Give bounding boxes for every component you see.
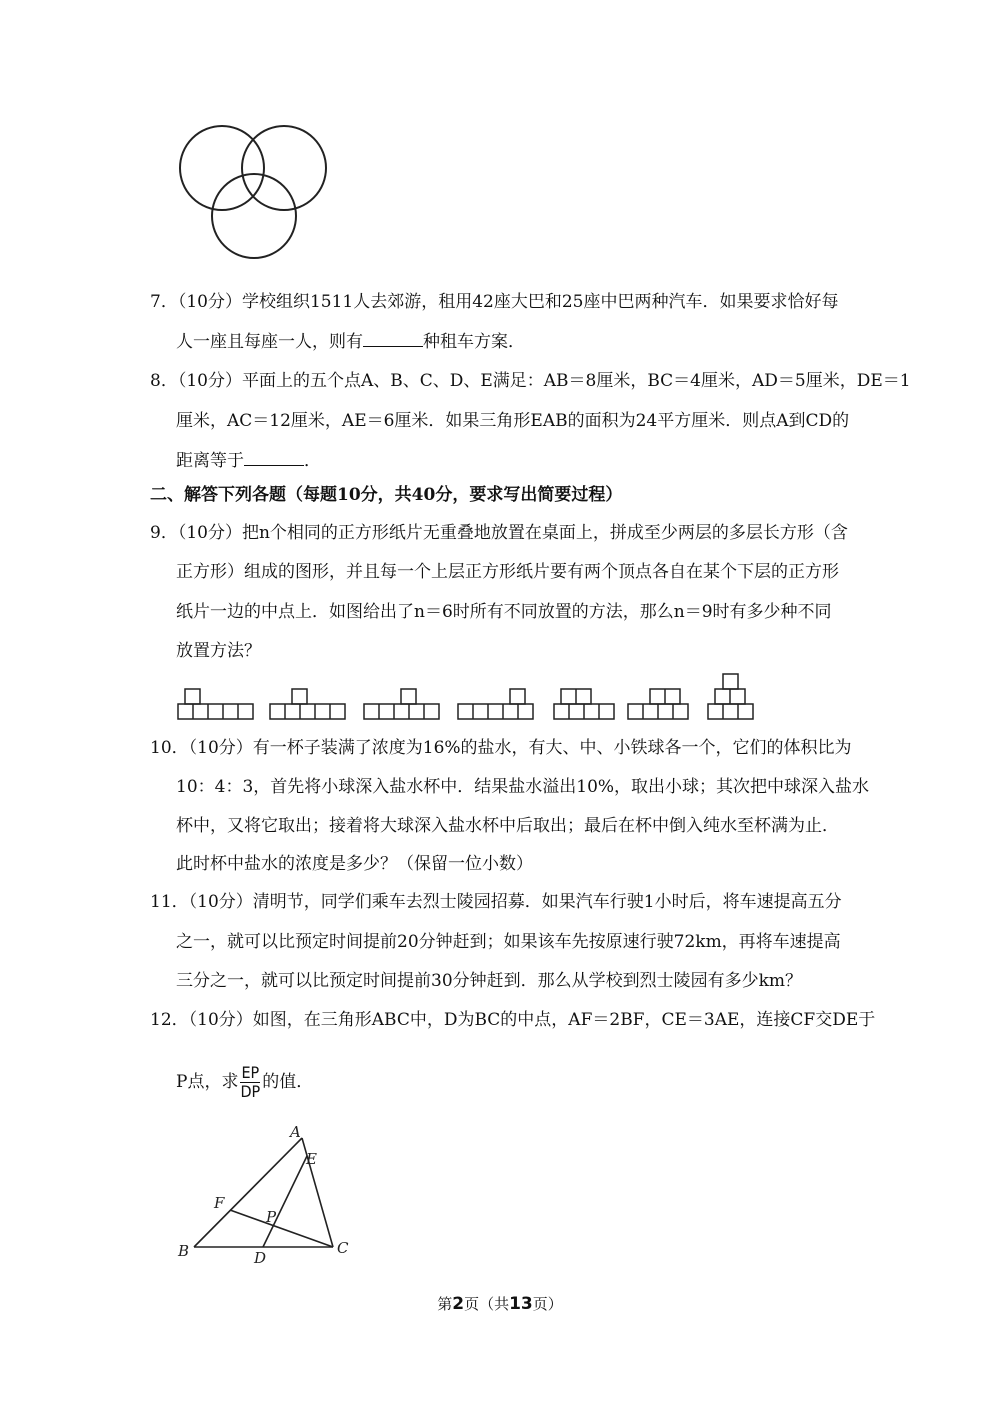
q10-line3: 杯中，又将它取出；接着将大球深入盐水杯中后取出；最后在杯中倒入纯水至杯满为止． [176,816,839,836]
q10-line4: 此时杯中盐水的浓度是多少？（保留一位小数） [176,854,533,874]
q11-line3: 三分之一，就可以比预定时间提前30分钟赶到．那么从学校到烈士陵园有多少km？ [176,971,803,991]
label-c: C [337,1239,349,1257]
q12-line1: 12．（10分）如图，在三角形ABC中，D为BC的中点，AF＝2BF，CE＝3AE，连接CF交DE于 [150,1010,876,1030]
label-d: D [254,1249,267,1267]
label-p: P [266,1208,277,1226]
bottom-circle [212,174,296,258]
ep-over-dp-fraction: $\frac{EP}{DP}$ [240,1063,261,1101]
q11-line1: 11．（10分）清明节，同学们乘车去烈士陵园招募．如果汽车行驶1小时后，将车速提高五分 [150,892,842,912]
segment-cf [230,1210,333,1247]
q8-line2: 厘米，AC＝12厘米，AE＝6厘米．如果三角形EAB的面积为24平方厘米．则点A到CD的 [176,411,850,431]
q9-line2: 正方形）组成的图形，并且每一个上层正方形纸片要有两个顶点各自在某个下层的正方形 [176,562,839,582]
left-circle [180,126,264,210]
q8-answer-blank[interactable] [244,451,304,466]
label-a: A [290,1123,301,1141]
q11-line2: 之一，就可以比预定时间提前20分钟赶到；如果该车先按原速行驶72km，再将车速提高 [176,932,841,952]
section-heading: 二、解答下列各题（每题10分，共40分，要求写出简要过程） [150,485,623,505]
triangle-abc-figure [170,1118,370,1268]
q7-line1: 7．（10分）学校组织1511人去郊游，租用42座大巴和25座中巴两种汽车．如果要求恰好每 [150,292,839,312]
arrangement-2 [270,689,345,719]
q8-line1: 8．（10分）平面上的五个点A、B、C、D、E满足：AB＝8厘米，BC＝4厘米，AD＝5厘米，DE＝1 [150,371,911,391]
square-arrangements-figure [170,668,790,724]
q9-line1: 9．（10分）把n个相同的正方形纸片无重叠地放置在桌面上，拼成至少两层的多层长方形（含 [150,523,848,543]
q7-line2: 人一座且每座一人，则有 种租车方案． [176,332,525,352]
q9-line3: 纸片一边的中点上．如图给出了n＝6时所有不同放置的方法，那么n＝9时有多少种不同 [176,602,832,622]
right-circle [242,126,326,210]
q12-line2: P点，求 $\frac{EP}{DP}$ 的值． [176,1063,314,1101]
q10-line2: 10：4：3，首先将小球深入盐水杯中．结果盐水溢出10%，取出小球；其次把中球深入盐水 [176,777,870,797]
q9-line4: 放置方法？ [176,641,261,661]
arrangement-1 [178,689,253,719]
arrangement-3 [364,689,439,719]
q10-line1: 10．（10分）有一杯子装满了浓度为16%的盐水，有大、中、小铁球各一个，它们的体积比为 [150,738,852,758]
label-e: E [306,1150,317,1168]
arrangement-5 [554,689,614,719]
q7-answer-blank[interactable] [363,332,423,347]
arrangement-7 [708,674,753,719]
label-f: F [214,1194,225,1212]
q8-line3: 距离等于 ． [176,451,321,471]
arrangement-4 [458,689,533,719]
three-circles-figure [170,118,340,268]
label-b: B [178,1242,190,1260]
page-footer: 第2页（共13页） [437,1294,563,1314]
arrangement-6 [628,689,688,719]
